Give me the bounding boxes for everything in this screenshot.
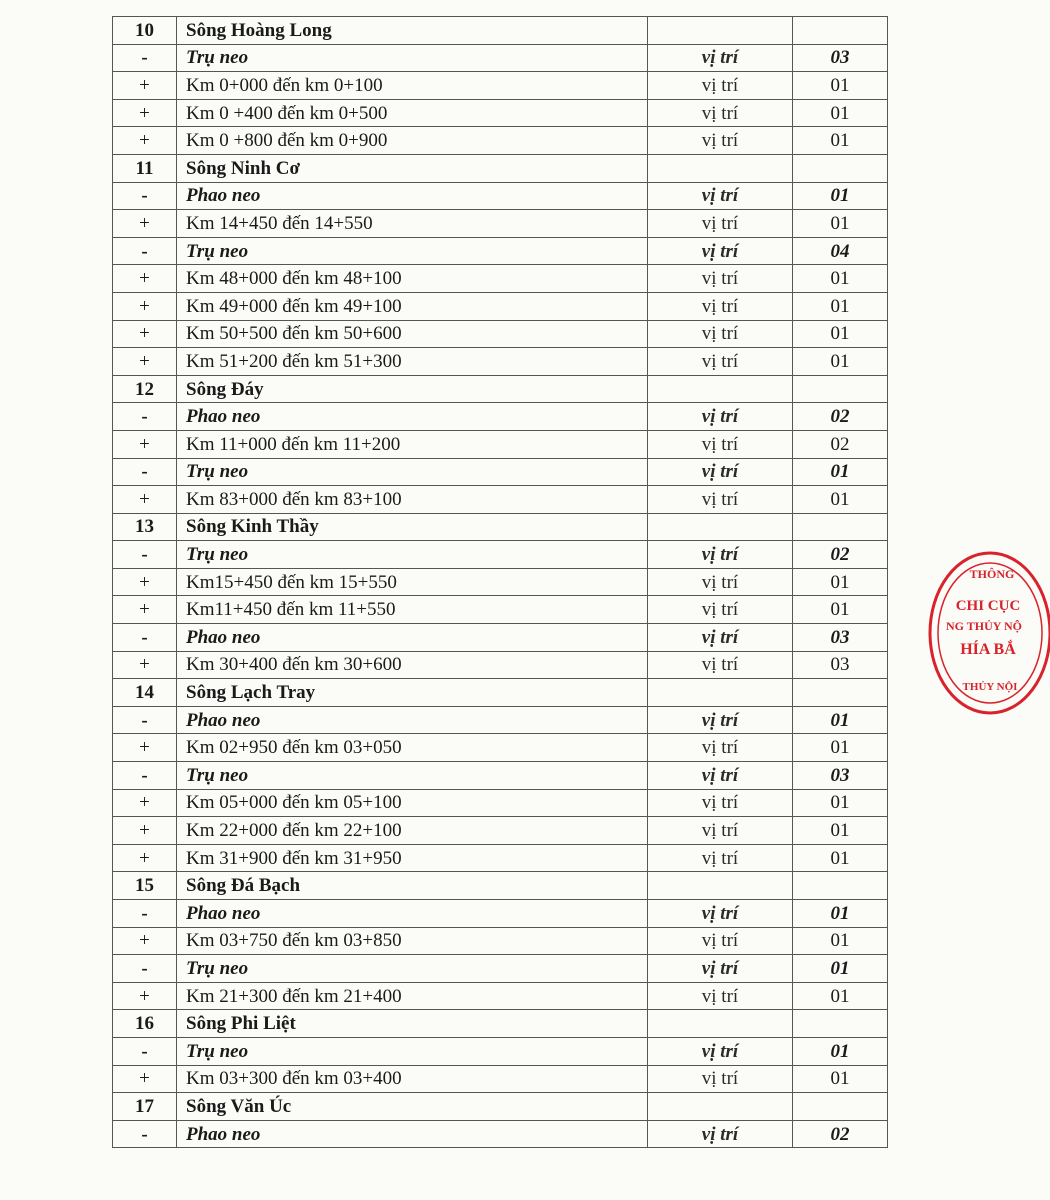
category-row [113,182,888,210]
row-index: - [113,706,177,734]
row-description: Km 02+950 đến km 03+050 [177,734,648,762]
row-description: Sông Hoàng Long [177,17,648,45]
row-unit: vị trí [648,624,793,652]
row-description: Trụ neo [177,955,648,983]
row-description: Km 14+450 đến 14+550 [177,210,648,238]
row-description: Km 50+500 đến km 50+600 [177,320,648,348]
section-row [113,154,888,182]
row-unit: vị trí [648,486,793,514]
row-index: + [113,210,177,238]
row-description: Km 31+900 đến km 31+950 [177,844,648,872]
row-index: + [113,596,177,624]
row-description: Km 0 +800 đến km 0+900 [177,127,648,155]
table-row [113,817,888,845]
row-description: Sông Phi Liệt [177,1010,648,1038]
row-index: 11 [113,154,177,182]
row-unit [648,679,793,707]
row-description: Km 03+750 đến km 03+850 [177,927,648,955]
category-row [113,762,888,790]
row-unit: vị trí [648,127,793,155]
row-quantity: 01 [793,127,888,155]
row-description: Km 83+000 đến km 83+100 [177,486,648,514]
row-unit [648,17,793,45]
row-unit [648,1093,793,1121]
row-quantity [793,17,888,45]
row-quantity: 01 [793,568,888,596]
row-description: Trụ neo [177,237,648,265]
row-index: 15 [113,872,177,900]
row-unit [648,154,793,182]
row-description: Km11+450 đến km 11+550 [177,596,648,624]
row-quantity: 02 [793,541,888,569]
row-unit: vị trí [648,762,793,790]
row-unit: vị trí [648,900,793,928]
category-row [113,1037,888,1065]
row-quantity: 01 [793,982,888,1010]
row-quantity: 03 [793,762,888,790]
row-unit: vị trí [648,1065,793,1093]
row-index: + [113,927,177,955]
row-unit: vị trí [648,44,793,72]
row-quantity: 01 [793,927,888,955]
row-quantity: 01 [793,955,888,983]
row-unit: vị trí [648,817,793,845]
row-index: - [113,182,177,210]
row-quantity: 03 [793,624,888,652]
section-row [113,513,888,541]
row-description: Km 11+000 đến km 11+200 [177,430,648,458]
row-quantity: 04 [793,237,888,265]
row-unit [648,513,793,541]
row-quantity: 01 [793,182,888,210]
row-description: Sông Lạch Tray [177,679,648,707]
category-row [113,44,888,72]
row-index: 10 [113,17,177,45]
row-description: Sông Ninh Cơ [177,154,648,182]
table-row [113,127,888,155]
row-unit: vị trí [648,844,793,872]
row-unit: vị trí [648,430,793,458]
section-row [113,679,888,707]
row-index: + [113,127,177,155]
row-index: 12 [113,375,177,403]
row-index: + [113,265,177,293]
row-unit: vị trí [648,182,793,210]
row-unit [648,872,793,900]
table-row [113,596,888,624]
row-description: Km 0 +400 đến km 0+500 [177,99,648,127]
row-index: + [113,486,177,514]
row-index: + [113,568,177,596]
row-index: - [113,1037,177,1065]
row-quantity [793,1010,888,1038]
row-quantity: 01 [793,1037,888,1065]
row-description: Km 03+300 đến km 03+400 [177,1065,648,1093]
row-quantity [793,513,888,541]
row-quantity: 03 [793,651,888,679]
row-quantity: 01 [793,789,888,817]
row-quantity: 01 [793,320,888,348]
row-index: - [113,541,177,569]
row-unit: vị trí [648,706,793,734]
row-unit: vị trí [648,955,793,983]
row-index: + [113,844,177,872]
table-row [113,844,888,872]
row-quantity: 01 [793,210,888,238]
table-row [113,651,888,679]
table-row [113,72,888,100]
row-index: - [113,458,177,486]
row-index: + [113,651,177,679]
waterway-table [112,16,888,1148]
table-row [113,568,888,596]
row-index: + [113,734,177,762]
table-row [113,210,888,238]
seal-graphic [930,548,1050,718]
category-row [113,541,888,569]
row-quantity [793,1093,888,1121]
table-row [113,1065,888,1093]
row-index: - [113,1120,177,1148]
row-description: Sông Văn Úc [177,1093,648,1121]
row-description: Trụ neo [177,1037,648,1065]
category-row [113,1120,888,1148]
row-unit: vị trí [648,1037,793,1065]
row-description: Km 51+200 đến km 51+300 [177,348,648,376]
category-row [113,624,888,652]
row-unit: vị trí [648,1120,793,1148]
row-unit: vị trí [648,210,793,238]
row-unit: vị trí [648,541,793,569]
table-row [113,486,888,514]
row-unit: vị trí [648,320,793,348]
row-index: - [113,624,177,652]
row-index: - [113,403,177,431]
row-quantity: 01 [793,844,888,872]
seal-text-line1: THÔNG [969,567,1015,581]
row-index: - [113,237,177,265]
table-row [113,789,888,817]
seal-text-line2: CHI CỤC [955,598,1021,614]
row-description: Km 49+000 đến km 49+100 [177,292,648,320]
seal-text-line4: HÍA BẮ [960,641,1016,658]
row-quantity: 01 [793,486,888,514]
row-description: Km 22+000 đến km 22+100 [177,817,648,845]
row-index: 17 [113,1093,177,1121]
row-quantity: 02 [793,430,888,458]
row-quantity [793,872,888,900]
row-quantity: 01 [793,348,888,376]
row-unit: vị trí [648,927,793,955]
row-quantity [793,679,888,707]
row-unit: vị trí [648,99,793,127]
row-description: Sông Đáy [177,375,648,403]
row-description: Sông Đá Bạch [177,872,648,900]
row-index: - [113,44,177,72]
row-quantity: 01 [793,72,888,100]
row-description: Km 0+000 đến km 0+100 [177,72,648,100]
row-unit: vị trí [648,292,793,320]
row-description: Km15+450 đến km 15+550 [177,568,648,596]
official-seal [930,548,1050,718]
category-row [113,955,888,983]
table-row [113,430,888,458]
row-index: + [113,982,177,1010]
table-row [113,265,888,293]
row-index: - [113,900,177,928]
row-quantity: 01 [793,292,888,320]
row-unit: vị trí [648,348,793,376]
row-quantity: 02 [793,1120,888,1148]
row-index: + [113,320,177,348]
row-index: - [113,955,177,983]
row-index: + [113,1065,177,1093]
row-unit: vị trí [648,403,793,431]
row-index: 13 [113,513,177,541]
section-row [113,17,888,45]
row-index: - [113,762,177,790]
row-index: + [113,292,177,320]
row-description: Phao neo [177,900,648,928]
seal-text-line3: NG THỦY NỘ [945,619,1023,633]
section-row [113,375,888,403]
row-unit: vị trí [648,596,793,624]
table-row [113,927,888,955]
row-description: Trụ neo [177,44,648,72]
category-row [113,237,888,265]
row-index: + [113,430,177,458]
row-description: Trụ neo [177,541,648,569]
category-row [113,900,888,928]
row-index: + [113,817,177,845]
row-unit [648,375,793,403]
section-row [113,1093,888,1121]
row-quantity: 02 [793,403,888,431]
row-index: 16 [113,1010,177,1038]
row-unit: vị trí [648,458,793,486]
row-index: + [113,99,177,127]
row-quantity: 01 [793,734,888,762]
row-description: Km 21+300 đến km 21+400 [177,982,648,1010]
category-row [113,403,888,431]
row-index: + [113,789,177,817]
row-quantity: 01 [793,706,888,734]
category-row [113,706,888,734]
row-description: Phao neo [177,403,648,431]
row-quantity [793,375,888,403]
row-unit [648,1010,793,1038]
row-unit: vị trí [648,72,793,100]
table-row [113,320,888,348]
row-quantity: 03 [793,44,888,72]
row-unit: vị trí [648,651,793,679]
row-quantity: 01 [793,1065,888,1093]
table-row [113,982,888,1010]
document-page [112,16,874,1148]
row-description: Phao neo [177,1120,648,1148]
seal-text-line5: THỦY NỘI [962,681,1018,693]
row-unit: vị trí [648,237,793,265]
row-index: 14 [113,679,177,707]
row-description: Phao neo [177,624,648,652]
row-description: Km 48+000 đến km 48+100 [177,265,648,293]
row-description: Trụ neo [177,458,648,486]
row-unit: vị trí [648,265,793,293]
category-row [113,458,888,486]
table-row [113,99,888,127]
row-unit: vị trí [648,982,793,1010]
row-description: Km 30+400 đến km 30+600 [177,651,648,679]
row-description: Sông Kinh Thầy [177,513,648,541]
section-row [113,1010,888,1038]
table-row [113,348,888,376]
section-row [113,872,888,900]
row-description: Phao neo [177,182,648,210]
row-description: Trụ neo [177,762,648,790]
row-index: + [113,348,177,376]
row-quantity [793,154,888,182]
row-quantity: 01 [793,900,888,928]
table-body [113,17,888,1148]
row-unit: vị trí [648,789,793,817]
row-quantity: 01 [793,265,888,293]
row-unit: vị trí [648,568,793,596]
row-unit: vị trí [648,734,793,762]
row-quantity: 01 [793,99,888,127]
row-description: Km 05+000 đến km 05+100 [177,789,648,817]
row-quantity: 01 [793,458,888,486]
table-row [113,292,888,320]
row-description: Phao neo [177,706,648,734]
row-quantity: 01 [793,596,888,624]
table-row [113,734,888,762]
row-index: + [113,72,177,100]
row-quantity: 01 [793,817,888,845]
